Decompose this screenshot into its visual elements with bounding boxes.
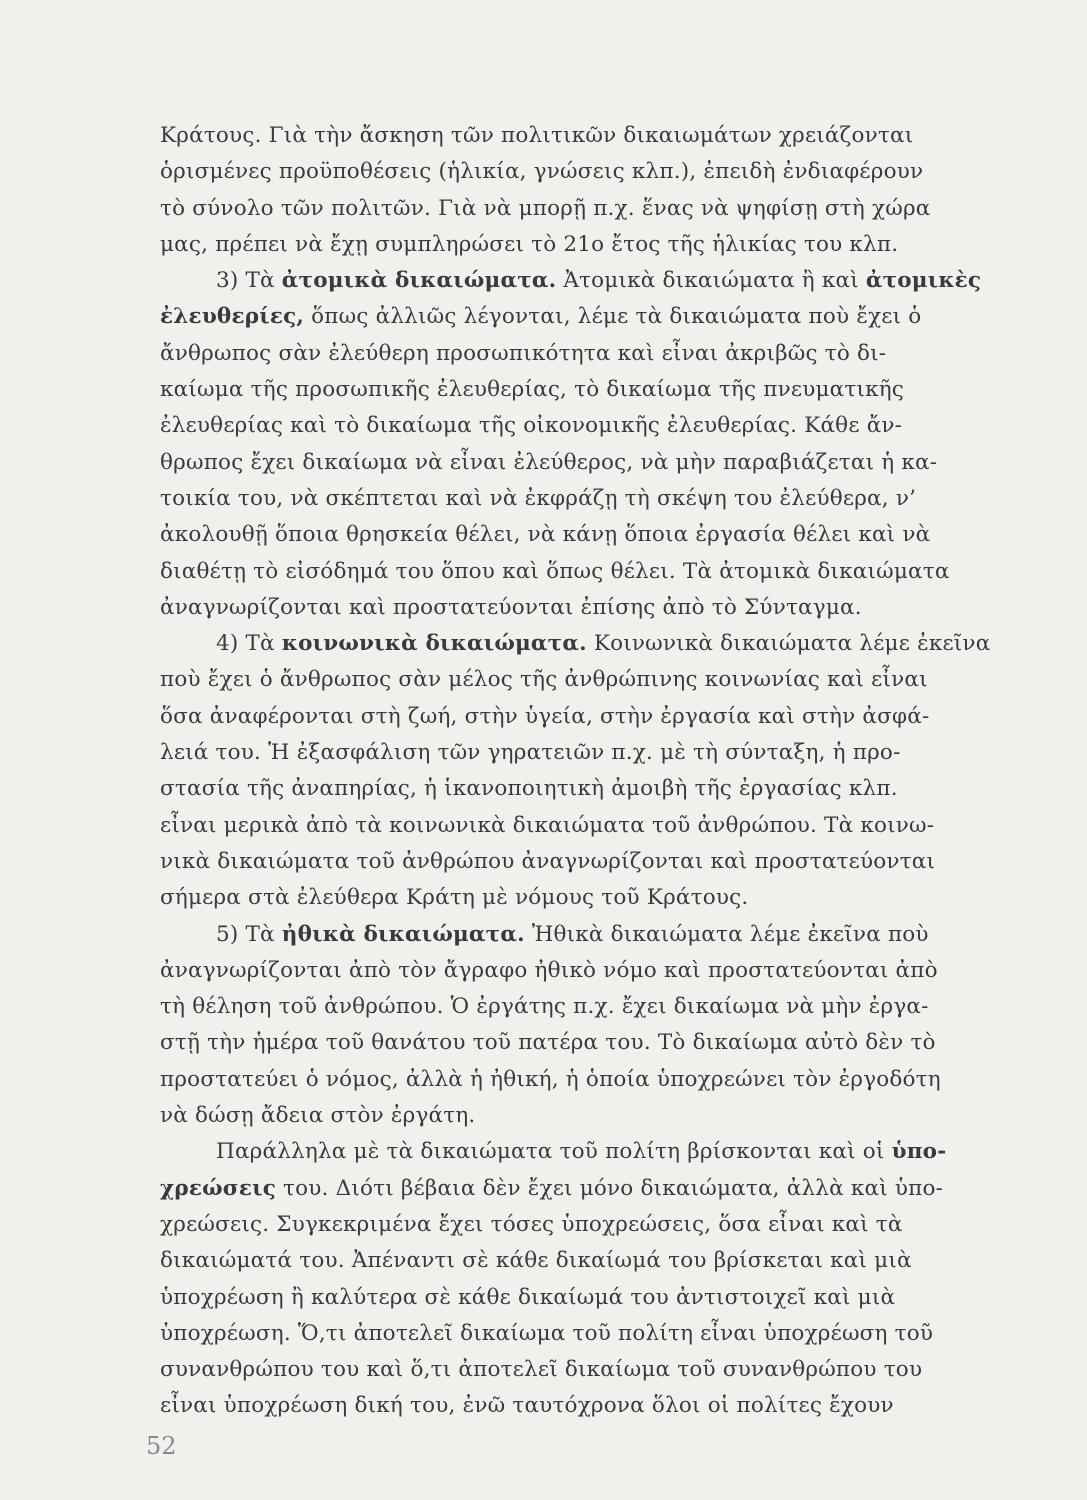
text-line xyxy=(160,481,1020,517)
text-run: καίωμα τῆς προσωπικῆς ἐλευθερίας, τὸ δικαίωμα τῆς πνευματικῆς xyxy=(160,377,905,403)
text-line xyxy=(160,1207,1020,1243)
text-run: 3) Τὰ xyxy=(216,268,282,294)
text-line xyxy=(160,1134,1020,1170)
text-run: Ἠθικὰ δικαιώματα λέμε ἐκεῖνα ποὺ xyxy=(524,921,929,947)
text-line xyxy=(160,917,1020,953)
text-line xyxy=(160,880,1020,916)
bold-term: ὑπο- xyxy=(891,1139,947,1165)
text-line xyxy=(160,517,1020,553)
text-run: εἶναι μερικὰ ἀπὸ τὰ κοινωνικὰ δικαιώματα τοῦ ἀνθρώπου. Τὰ κοινω- xyxy=(160,812,935,838)
text-run: 4) Τὰ xyxy=(216,631,282,657)
text-line xyxy=(160,735,1020,771)
text-run: 5) Τὰ xyxy=(216,921,282,947)
bold-term: ἠθικὰ δικαιώματα. xyxy=(281,921,525,947)
text-run: σήμερα στὰ ἐλεύθερα Κράτη μὲ νόμους τοῦ Κράτους. xyxy=(160,885,749,911)
text-line xyxy=(160,154,1020,190)
text-line xyxy=(160,408,1020,444)
text-run: ἐλευθερίας καὶ τὸ δικαίωμα τῆς οἰκονομικῆς ἐλευθερίας. Κάθε ἄν- xyxy=(160,413,903,439)
text-run: τοικία του, νὰ σκέπτεται καὶ νὰ ἐκφράζῃ τὴ σκέψη του ἐλεύθερα, ν’ xyxy=(160,485,917,511)
text-line xyxy=(160,445,1020,481)
text-run: ἀκολουθῇ ὅποια θρησκεία θέλει, νὰ κάνῃ ὅποια ἐργασία θέλει καὶ νὰ xyxy=(160,522,931,548)
body-text xyxy=(160,118,1020,1425)
text-run: τὸ σύνολο τῶν πολιτῶν. Γιὰ νὰ μπορῇ π.χ. ἕνας νὰ ψηφίσῃ στὴ χώρα xyxy=(160,195,931,221)
text-line xyxy=(160,953,1020,989)
text-line xyxy=(160,372,1020,408)
text-run: ἄνθρωπος σὰν ἐλεύθερη προσωπικότητα καὶ εἶναι ἀκριβῶς τὸ δι- xyxy=(160,340,887,366)
text-run: στῇ τὴν ἡμέρα τοῦ θανάτου τοῦ πατέρα του. Τὸ δικαίωμα αὐτὸ δὲν τὸ xyxy=(160,1030,936,1056)
bold-term: ἀτομικὲς xyxy=(865,268,982,294)
text-run: τὴ θέληση τοῦ ἀνθρώπου. Ὁ ἐργάτης π.χ. ἔχει δικαίωμα νὰ μὴν ἐργα- xyxy=(160,994,929,1020)
text-run: του. Διότι βέβαια δὲν ἔχει μόνο δικαιώματα, ἀλλὰ καὶ ὑπο- xyxy=(276,1175,944,1201)
page-number: 52 xyxy=(146,1432,177,1460)
text-run: χρεώσεις. Συγκεκριμένα ἔχει τόσες ὑποχρεώσεις, ὅσα εἶναι καὶ τὰ xyxy=(160,1211,903,1237)
text-line xyxy=(160,626,1020,662)
text-run: ἀναγνωρίζονται καὶ προστατεύονται ἐπίσης ἀπὸ τὸ Σύνταγμα. xyxy=(160,594,862,620)
text-line xyxy=(160,771,1020,807)
text-line xyxy=(160,299,1020,335)
text-line xyxy=(160,336,1020,372)
text-line xyxy=(160,662,1020,698)
bold-term: κοινωνικὰ δικαιώματα. xyxy=(281,631,587,657)
text-run: θρωπος ἔχει δικαίωμα νὰ εἶναι ἐλεύθερος, νὰ μὴν παραβιάζεται ἡ κα- xyxy=(160,449,938,475)
text-line xyxy=(160,808,1020,844)
text-line xyxy=(160,191,1020,227)
text-run: ὁρισμένες προϋποθέσεις (ἡλικία, γνώσεις κλπ.), ἐπειδὴ ἐνδιαφέρουν xyxy=(160,159,924,185)
text-line xyxy=(160,844,1020,880)
text-run: προστατεύει ὁ νόμος, ἀλλὰ ἡ ἠθική, ἡ ὁποία ὑποχρεώνει τὸν ἐργοδότη xyxy=(160,1066,941,1092)
text-line xyxy=(160,1243,1020,1279)
text-run: διαθέτῃ τὸ εἰσόδημά του ὅπου καὶ ὅπως θέλει. Τὰ ἀτομικὰ δικαιώματα xyxy=(160,558,950,584)
text-run: Ἀτομικὰ δικαιώματα ἢ καὶ xyxy=(556,268,866,294)
text-run: συνανθρώπου του καὶ ὅ,τι ἀποτελεῖ δικαίωμα τοῦ συνανθρώπου του xyxy=(160,1357,923,1383)
text-line xyxy=(160,699,1020,735)
text-line xyxy=(160,1171,1020,1207)
text-line xyxy=(160,1025,1020,1061)
text-line xyxy=(160,263,1020,299)
text-run: Κράτους. Γιὰ τὴν ἄσκηση τῶν πολιτικῶν δικαιωμάτων χρειάζονται xyxy=(160,123,914,148)
text-run: ὑποχρέωση ἢ καλύτερα σὲ κάθε δικαίωμά του ἀντιστοιχεῖ καὶ μιὰ xyxy=(160,1284,896,1310)
text-line xyxy=(160,1098,1020,1134)
text-run: ποὺ ἔχει ὁ ἄνθρωπος σὰν μέλος τῆς ἀνθρώπινης κοινωνίας καὶ εἶναι xyxy=(160,667,928,693)
text-line xyxy=(160,1316,1020,1352)
text-run: λειά του. Ἡ ἐξασφάλιση τῶν γηρατειῶν π.χ. μὲ τὴ σύνταξη, ἡ προ- xyxy=(160,740,901,766)
text-run: Κοινωνικὰ δικαιώματα λέμε ἐκεῖνα xyxy=(586,631,991,657)
text-line xyxy=(160,1352,1020,1388)
text-line xyxy=(160,1062,1020,1098)
text-run: ἀναγνωρίζονται ἀπὸ τὸν ἄγραφο ἠθικὸ νόμο καὶ προστατεύονται ἀπὸ xyxy=(160,957,938,983)
text-run: ὅπως ἀλλιῶς λέγονται, λέμε τὰ δικαιώματα ποὺ ἔχει ὁ xyxy=(304,304,922,330)
text-line xyxy=(160,118,1020,154)
text-line xyxy=(160,1280,1020,1316)
text-run: εἶναι ὑποχρέωση δική του, ἐνῶ ταυτόχρονα ὅλοι οἱ πολίτες ἔχουν xyxy=(160,1393,894,1419)
text-run: ὅσα ἀναφέρονται στὴ ζωή, στὴν ὑγεία, στὴν ἐργασία καὶ στὴν ἀσφά- xyxy=(160,703,930,729)
text-run: νὰ δώσῃ ἄδεια στὸν ἐργάτη. xyxy=(160,1103,476,1129)
text-run: μας, πρέπει νὰ ἔχῃ συμπληρώσει τὸ 21ο ἔτος τῆς ἡλικίας του κλπ. xyxy=(160,231,899,257)
text-line xyxy=(160,989,1020,1025)
text-line xyxy=(160,1388,1020,1424)
bold-term: χρεώσεις xyxy=(160,1175,276,1201)
bold-term: ἀτομικὰ δικαιώματα. xyxy=(281,268,557,294)
text-line xyxy=(160,554,1020,590)
text-line xyxy=(160,590,1020,626)
text-run: ὑποχρέωση. Ὅ,τι ἀποτελεῖ δικαίωμα τοῦ πολίτη εἶναι ὑποχρέωση τοῦ xyxy=(160,1320,934,1346)
text-run: δικαιώματά του. Ἀπέναντι σὲ κάθε δικαίωμά του βρίσκεται καὶ μιὰ xyxy=(160,1248,912,1274)
text-run: Παράλληλα μὲ τὰ δικαιώματα τοῦ πολίτη βρίσκονται καὶ οἱ xyxy=(216,1139,892,1165)
text-run: νικὰ δικαιώματα τοῦ ἀνθρώπου ἀναγνωρίζονται καὶ προστατεύονται xyxy=(160,848,936,874)
text-run: στασία τῆς ἀναπηρίας, ἡ ἱκανοποιητικὴ ἀμοιβὴ τῆς ἐργασίας κλπ. xyxy=(160,776,898,802)
text-line xyxy=(160,227,1020,263)
bold-term: ἐλευθερίες, xyxy=(160,304,305,330)
